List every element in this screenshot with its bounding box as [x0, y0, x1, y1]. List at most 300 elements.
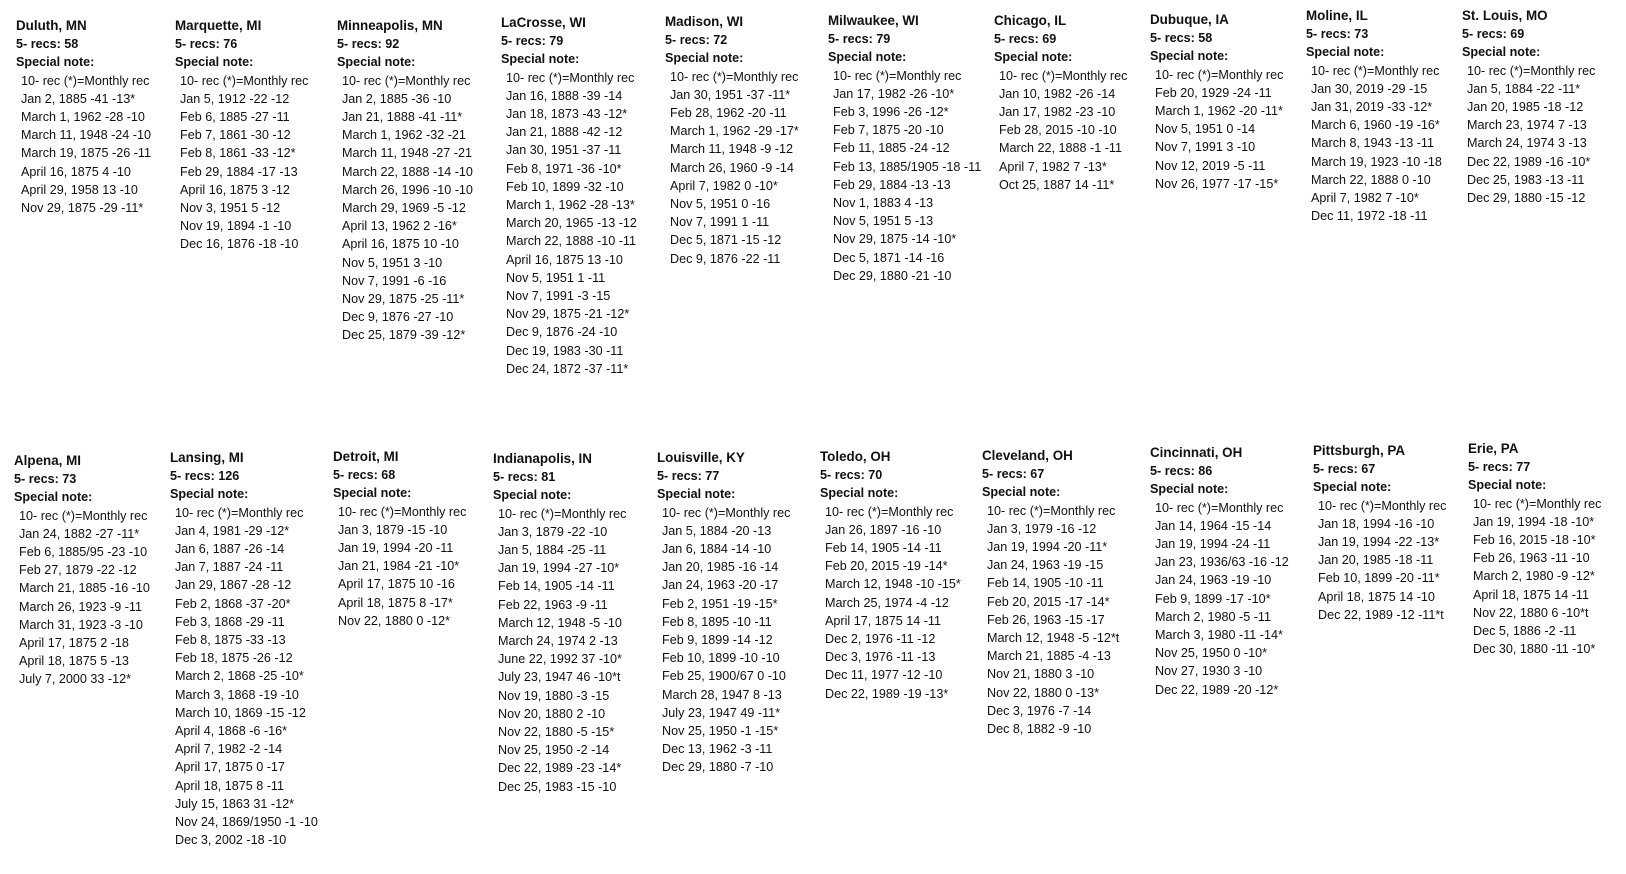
- record-entry: July 15, 1863 31 -12*: [175, 796, 295, 811]
- record-count: 5- recs: 69: [1462, 27, 1525, 42]
- record-entry: Jan 26, 1897 -16 -10: [825, 522, 942, 537]
- record-entry: Dec 2, 1976 -11 -12: [825, 632, 936, 647]
- record-entry: Jan 23, 1936/63 -16 -12: [1155, 555, 1289, 570]
- record-entry: Jan 19, 1994 -20 -11*: [987, 540, 1108, 555]
- record-entry: Feb 27, 1879 -22 -12: [19, 563, 137, 578]
- record-entry: Dec 22, 1989 -12 -11*t: [1318, 607, 1444, 622]
- record-entry: Dec 11, 1972 -18 -11: [1311, 209, 1428, 224]
- special-note-label: Special note:: [665, 51, 744, 66]
- record-entry: Dec 25, 1983 -13 -11: [1467, 172, 1585, 187]
- record-entry: Jan 24, 1963 -19 -15: [987, 558, 1104, 573]
- record-entry: March 31, 1923 -3 -10: [19, 617, 143, 632]
- record-entry: Jan 5, 1884 -20 -13: [662, 523, 772, 538]
- record-entry: Feb 26, 1963 -15 -17: [987, 612, 1105, 627]
- station-block: [337, 17, 473, 345]
- record-entry: Nov 20, 1880 2 -10: [498, 706, 606, 721]
- special-note-label: Special note:: [1150, 49, 1229, 64]
- record-list: [1311, 62, 1442, 226]
- record-entry: March 1, 1962 -20 -11*: [1155, 104, 1283, 119]
- record-entry: Feb 9, 1899 -14 -12: [662, 633, 773, 648]
- record-entry: Jan 19, 1994 -20 -11: [338, 541, 454, 556]
- record-count: 5- recs: 68: [333, 468, 396, 483]
- special-note-label: Special note:: [1313, 480, 1392, 495]
- record-entry: Jan 24, 1963 -19 -10: [1155, 573, 1272, 588]
- record-entry: March 22, 1888 -10 -11: [506, 234, 636, 249]
- record-entry: March 3, 1980 -11 -14*: [1155, 628, 1283, 643]
- record-entry: Nov 19, 1894 -1 -10: [180, 219, 292, 234]
- record-entry: Dec 3, 2002 -18 -10: [175, 833, 287, 848]
- station-title: Louisville, KY: [657, 450, 745, 465]
- record-entry: Jan 30, 1951 -37 -11: [506, 143, 622, 158]
- record-entry: Jan 29, 1867 -28 -12: [175, 578, 292, 593]
- record-entry: March 22, 1888 -1 -11: [999, 141, 1122, 156]
- record-list: [1473, 495, 1601, 659]
- record-entry: Dec 25, 1879 -39 -12*: [342, 328, 466, 343]
- record-entry: April 18, 1875 14 -11: [1473, 587, 1589, 602]
- record-entry: Jan 2, 1885 -41 -13*: [21, 91, 136, 106]
- record-entry: March 12, 1948 -10 -15*: [825, 577, 961, 592]
- record-list-header: 10- rec (*)=Monthly rec: [825, 504, 954, 519]
- record-entry: Jan 19, 1994 -22 -13*: [1318, 535, 1440, 550]
- record-entry: Feb 14, 1905 -14 -11: [498, 579, 615, 594]
- station-title: Moline, IL: [1306, 8, 1368, 23]
- record-entry: Nov 5, 1951 3 -10: [342, 255, 443, 270]
- record-entry: April 18, 1875 8 -11: [175, 778, 284, 793]
- record-entry: Nov 7, 1991 3 -10: [1155, 140, 1256, 155]
- special-note-label: Special note:: [1462, 45, 1541, 60]
- record-entry: Dec 22, 1989 -19 -13*: [825, 686, 949, 701]
- record-count: 5- recs: 77: [657, 469, 720, 484]
- record-count: 5- recs: 92: [337, 37, 400, 52]
- special-note-label: Special note:: [657, 487, 736, 502]
- record-entry: Jan 21, 1888 -42 -12: [506, 125, 623, 140]
- record-entry: March 24, 1974 2 -13: [498, 634, 618, 649]
- record-entry: Jan 20, 1985 -18 -12: [1467, 100, 1584, 115]
- record-count: 5- recs: 79: [501, 34, 564, 49]
- record-entry: March 19, 1875 -26 -11: [21, 146, 151, 161]
- record-entry: Feb 3, 1868 -29 -11: [175, 614, 285, 629]
- record-entry: Feb 28, 1962 -20 -11: [670, 106, 787, 121]
- record-list-header: 10- rec (*)=Monthly rec: [180, 73, 309, 88]
- record-entry: Jan 17, 1982 -23 -10: [999, 105, 1116, 120]
- record-entry: Dec 30, 1880 -11 -10*: [1473, 642, 1596, 657]
- record-entry: Jan 20, 1985 -18 -11: [1318, 553, 1434, 568]
- special-note-label: Special note:: [170, 487, 249, 502]
- record-entry: Feb 26, 1963 -11 -10: [1473, 551, 1590, 566]
- record-entry: Nov 29, 1875 -21 -12*: [506, 307, 630, 322]
- record-entry: Jan 6, 1884 -14 -10: [662, 542, 772, 557]
- record-entry: Feb 29, 1884 -13 -13: [833, 177, 951, 192]
- record-entry: Jan 2, 1885 -36 -10: [342, 91, 452, 106]
- special-note-label: Special note:: [820, 486, 899, 501]
- record-entry: July 23, 1947 49 -11*: [662, 705, 781, 720]
- record-entry: March 26, 1960 -9 -14: [670, 160, 794, 175]
- record-entry: March 23, 1974 7 -13: [1467, 118, 1587, 133]
- record-entry: April 7, 1982 0 -10*: [670, 178, 778, 193]
- special-note-label: Special note:: [994, 50, 1073, 65]
- station-title: Erie, PA: [1468, 441, 1519, 456]
- record-entry: Feb 14, 1905 -10 -11: [987, 576, 1104, 591]
- record-entry: Feb 7, 1875 -20 -10: [833, 123, 944, 138]
- station-title: Cleveland, OH: [982, 448, 1073, 463]
- record-entry: Nov 29, 1875 -25 -11*: [342, 292, 465, 307]
- special-note-label: Special note:: [175, 55, 254, 70]
- record-entry: Feb 8, 1875 -33 -13: [175, 633, 286, 648]
- record-entry: April 16, 1875 4 -10: [21, 164, 131, 179]
- record-entry: Nov 1, 1883 4 -13: [833, 196, 934, 211]
- record-entry: March 2, 1868 -25 -10*: [175, 669, 304, 684]
- record-entry: Jan 18, 1994 -16 -10: [1318, 516, 1435, 531]
- station-block: [1462, 7, 1595, 207]
- record-entry: April 17, 1875 0 -17: [175, 760, 285, 775]
- record-entry: April 18, 1875 14 -10: [1318, 589, 1435, 604]
- record-entry: Jan 24, 1882 -27 -11*: [19, 526, 140, 541]
- record-entry: March 26, 1996 -10 -10: [342, 182, 473, 197]
- record-list: [1155, 499, 1289, 699]
- record-entry: Feb 9, 1899 -17 -10*: [1155, 591, 1271, 606]
- record-entry: April 17, 1875 10 -16: [338, 577, 455, 592]
- record-entry: Nov 29, 1875 -29 -11*: [21, 201, 144, 216]
- record-entry: Jan 3, 1879 -22 -10: [498, 524, 608, 539]
- station-block: [175, 17, 308, 254]
- record-count: 5- recs: 77: [1468, 460, 1531, 475]
- record-entry: Feb 8, 1971 -36 -10*: [506, 161, 622, 176]
- record-entry: March 1, 1962 -29 -17*: [670, 124, 799, 139]
- record-entry: Jan 17, 1982 -26 -10*: [833, 86, 955, 101]
- record-entry: Nov 24, 1869/1950 -1 -10: [175, 815, 318, 830]
- record-entry: March 12, 1948 -5 -12*t: [987, 631, 1120, 646]
- record-list: [670, 68, 799, 268]
- record-list: [19, 507, 150, 689]
- record-list: [987, 502, 1119, 739]
- station-title: Lansing, MI: [170, 450, 244, 465]
- record-entry: Dec 22, 1989 -23 -14*: [498, 761, 622, 776]
- record-entry: Feb 10, 1899 -32 -10: [506, 179, 624, 194]
- record-entry: Nov 19, 1880 -3 -15: [498, 688, 610, 703]
- record-list: [1467, 62, 1595, 208]
- station-block: [501, 14, 637, 378]
- record-entry: March 12, 1948 -5 -10: [498, 615, 622, 630]
- record-entry: March 1, 1962 -28 -10: [21, 110, 145, 125]
- record-entry: March 8, 1943 -13 -11: [1311, 136, 1434, 151]
- station-title: Indianapolis, IN: [493, 451, 592, 466]
- record-entry: Jan 30, 1951 -37 -11*: [670, 87, 791, 102]
- station-title: Milwaukee, WI: [828, 13, 919, 28]
- record-list-header: 10- rec (*)=Monthly rec: [670, 69, 799, 84]
- record-entry: April 18, 1875 5 -13: [19, 654, 129, 669]
- record-entry: April 18, 1875 8 -17*: [338, 595, 453, 610]
- record-entry: Jan 18, 1873 -43 -12*: [506, 107, 628, 122]
- record-entry: Jan 30, 2019 -29 -15: [1311, 81, 1428, 96]
- station-block: [1150, 11, 1283, 193]
- special-note-label: Special note:: [982, 485, 1061, 500]
- station-title: Madison, WI: [665, 14, 744, 29]
- record-entry: April 16, 1875 10 -10: [342, 237, 459, 252]
- record-entry: Nov 5, 1951 0 -16: [670, 197, 771, 212]
- record-entry: Nov 25, 1950 0 -10*: [1155, 646, 1268, 661]
- station-block: [1306, 7, 1442, 225]
- special-note-label: Special note:: [1306, 45, 1385, 60]
- station-block: [1150, 444, 1289, 699]
- record-entry: Dec 19, 1983 -30 -11: [506, 343, 624, 358]
- record-entry: March 29, 1969 -5 -12: [342, 201, 466, 216]
- station-block: [828, 12, 981, 285]
- record-entry: Dec 22, 1989 -16 -10*: [1467, 154, 1591, 169]
- record-list-header: 10- rec (*)=Monthly rec: [1311, 63, 1440, 78]
- record-count: 5- recs: 58: [16, 37, 79, 52]
- record-entry: Jan 3, 1979 -16 -12: [987, 521, 1097, 536]
- record-entry: Oct 25, 1887 14 -11*: [999, 177, 1115, 192]
- record-list-header: 10- rec (*)=Monthly rec: [1155, 67, 1284, 82]
- record-entry: March 28, 1947 8 -13: [662, 687, 782, 702]
- record-entry: Nov 22, 1880 0 -12*: [338, 613, 451, 628]
- record-entry: Dec 16, 1876 -18 -10: [180, 237, 299, 252]
- record-list: [342, 72, 473, 345]
- record-entry: Dec 11, 1977 -12 -10: [825, 668, 943, 683]
- record-list-header: 10- rec (*)=Monthly rec: [175, 505, 304, 520]
- record-count: 5- recs: 67: [982, 467, 1045, 482]
- record-list-header: 10- rec (*)=Monthly rec: [506, 70, 635, 85]
- record-list: [999, 67, 1127, 194]
- record-entry: Dec 13, 1962 -3 -11: [662, 742, 773, 757]
- record-entry: Feb 22, 1963 -9 -11: [498, 597, 608, 612]
- record-entry: March 1, 1962 -32 -21: [342, 128, 466, 143]
- record-entry: Dec 9, 1876 -22 -11: [670, 251, 781, 266]
- record-entry: April 13, 1962 2 -16*: [342, 219, 457, 234]
- station-block: [820, 448, 961, 703]
- station-block: [657, 449, 790, 777]
- record-list: [1318, 497, 1446, 624]
- record-list: [825, 503, 961, 703]
- record-entry: Dec 5, 1871 -15 -12: [670, 233, 782, 248]
- record-entry: Nov 7, 1991 -6 -16: [342, 273, 447, 288]
- special-note-label: Special note:: [337, 55, 416, 70]
- record-entry: Nov 22, 1880 -5 -15*: [498, 725, 615, 740]
- record-entry: Feb 8, 1861 -33 -12*: [180, 146, 296, 161]
- record-entry: Jan 16, 1888 -39 -14: [506, 88, 623, 103]
- record-entry: March 3, 1868 -19 -10: [175, 687, 299, 702]
- station-block: [14, 452, 150, 689]
- station-title: Minneapolis, MN: [337, 18, 443, 33]
- record-entry: Dec 29, 1880 -7 -10: [662, 760, 774, 775]
- record-entry: Jan 5, 1884 -22 -11*: [1467, 81, 1581, 96]
- record-count: 5- recs: 58: [1150, 31, 1213, 46]
- special-note-label: Special note:: [14, 490, 93, 505]
- record-list-header: 10- rec (*)=Monthly rec: [21, 73, 150, 88]
- station-title: LaCrosse, WI: [501, 15, 586, 30]
- record-entry: Jan 21, 1984 -21 -10*: [338, 559, 460, 574]
- station-title: Cincinnati, OH: [1150, 445, 1243, 460]
- record-list: [833, 67, 981, 285]
- record-entry: March 25, 1974 -4 -12: [825, 595, 949, 610]
- record-entry: March 11, 1948 -24 -10: [21, 128, 151, 143]
- record-entry: Nov 7, 1991 -3 -15: [506, 289, 611, 304]
- record-entry: Nov 25, 1950 -2 -14: [498, 743, 610, 758]
- station-title: Detroit, MI: [333, 449, 399, 464]
- record-entry: April 16, 1875 13 -10: [506, 252, 623, 267]
- record-entry: Jan 14, 1964 -15 -14: [1155, 518, 1272, 533]
- record-count: 5- recs: 79: [828, 32, 891, 47]
- record-entry: Nov 7, 1991 1 -11: [670, 215, 770, 230]
- record-entry: Dec 29, 1880 -21 -10: [833, 268, 952, 283]
- record-entry: Nov 22, 1880 0 -13*: [987, 685, 1100, 700]
- station-title: Chicago, IL: [994, 13, 1067, 28]
- record-entry: March 2, 1980 -5 -11: [1155, 609, 1271, 624]
- record-entry: Nov 25, 1950 -1 -15*: [662, 724, 779, 739]
- record-entry: Feb 3, 1996 -26 -12*: [833, 105, 949, 120]
- record-entry: Feb 20, 1929 -24 -11: [1155, 85, 1272, 100]
- record-entry: March 22, 1888 -14 -10: [342, 164, 473, 179]
- record-entry: Nov 21, 1880 3 -10: [987, 667, 1095, 682]
- record-entry: Dec 9, 1876 -27 -10: [342, 310, 454, 325]
- record-entry: Nov 27, 1930 3 -10: [1155, 664, 1263, 679]
- record-count: 5- recs: 73: [14, 472, 77, 487]
- record-entry: Dec 3, 1976 -7 -14: [987, 703, 1092, 718]
- record-entry: Jan 5, 1912 -22 -12: [180, 91, 290, 106]
- record-entry: July 23, 1947 46 -10*t: [498, 670, 621, 685]
- record-entry: Jan 10, 1982 -26 -14: [999, 86, 1116, 101]
- record-list: [338, 503, 466, 630]
- record-entry: March 21, 1885 -4 -13: [987, 649, 1111, 664]
- record-entry: Nov 26, 1977 -17 -15*: [1155, 176, 1279, 191]
- record-entry: April 16, 1875 3 -12: [180, 182, 290, 197]
- record-list-header: 10- rec (*)=Monthly rec: [1473, 496, 1602, 511]
- record-entry: Feb 14, 1905 -14 -11: [825, 541, 942, 556]
- special-note-label: Special note:: [493, 488, 572, 503]
- record-entry: Feb 7, 1861 -30 -12: [180, 128, 291, 143]
- record-list: [498, 505, 626, 796]
- station-block: [16, 17, 151, 217]
- record-entry: March 20, 1965 -13 -12: [506, 216, 637, 231]
- record-entry: Jan 31, 2019 -33 -12*: [1311, 100, 1433, 115]
- station-block: [1468, 440, 1601, 658]
- record-entry: July 7, 2000 33 -12*: [19, 672, 132, 687]
- record-entry: Nov 22, 1880 6 -10*t: [1473, 605, 1589, 620]
- record-entry: March 22, 1888 0 -10: [1311, 172, 1431, 187]
- station-block: [982, 447, 1119, 738]
- record-list-header: 10- rec (*)=Monthly rec: [498, 506, 627, 521]
- special-note-label: Special note:: [828, 50, 907, 65]
- record-count: 5- recs: 86: [1150, 464, 1213, 479]
- record-entry: Nov 5, 1951 5 -13: [833, 214, 934, 229]
- record-count: 5- recs: 81: [493, 470, 556, 485]
- record-count: 5- recs: 76: [175, 37, 238, 52]
- station-block: [665, 13, 799, 268]
- station-title: Duluth, MN: [16, 18, 87, 33]
- record-entry: Dec 9, 1876 -24 -10: [506, 325, 618, 340]
- record-entry: Feb 18, 1875 -26 -12: [175, 651, 293, 666]
- record-entry: Feb 29, 1884 -17 -13: [180, 164, 298, 179]
- record-entry: Jan 19, 1994 -27 -10*: [498, 561, 620, 576]
- record-entry: April 29, 1958 13 -10: [21, 182, 138, 197]
- record-entry: Feb 10, 1899 -10 -10: [662, 651, 780, 666]
- record-entry: Dec 8, 1882 -9 -10: [987, 722, 1092, 737]
- special-note-label: Special note:: [16, 55, 95, 70]
- record-entry: Feb 6, 1885 -27 -11: [180, 110, 290, 125]
- record-entry: March 6, 1960 -19 -16*: [1311, 118, 1440, 133]
- record-entry: April 17, 1875 14 -11: [825, 613, 941, 628]
- record-entry: Feb 25, 1900/67 0 -10: [662, 669, 786, 684]
- record-list-header: 10- rec (*)=Monthly rec: [999, 68, 1128, 83]
- record-entry: Feb 20, 2015 -19 -14*: [825, 559, 948, 574]
- record-entry: Nov 12, 2019 -5 -11: [1155, 158, 1266, 173]
- record-list: [175, 504, 318, 850]
- record-list: [1155, 66, 1283, 193]
- record-entry: Jan 20, 1985 -16 -14: [662, 560, 779, 575]
- record-entry: March 11, 1948 -27 -21: [342, 146, 472, 161]
- record-entry: Dec 5, 1871 -14 -16: [833, 250, 945, 265]
- record-entry: March 2, 1980 -9 -12*: [1473, 569, 1595, 584]
- record-count: 5- recs: 126: [170, 469, 240, 484]
- record-entry: Dec 3, 1976 -11 -13: [825, 650, 936, 665]
- record-entry: April 7, 1982 7 -13*: [999, 159, 1107, 174]
- record-list-header: 10- rec (*)=Monthly rec: [338, 504, 467, 519]
- record-entry: Dec 25, 1983 -15 -10: [498, 779, 617, 794]
- record-entry: Jan 19, 1994 -24 -11: [1155, 537, 1271, 552]
- record-entry: Jan 19, 1994 -18 -10*: [1473, 514, 1595, 529]
- record-entry: Jan 21, 1888 -41 -11*: [342, 110, 463, 125]
- record-list-header: 10- rec (*)=Monthly rec: [1467, 63, 1596, 78]
- record-count: 5- recs: 67: [1313, 462, 1376, 477]
- record-list-header: 10- rec (*)=Monthly rec: [1318, 498, 1447, 513]
- record-entry: Feb 10, 1899 -20 -11*: [1318, 571, 1440, 586]
- record-entry: Feb 2, 1868 -37 -20*: [175, 596, 291, 611]
- special-note-label: Special note:: [333, 486, 412, 501]
- record-list: [21, 72, 151, 218]
- record-entry: Feb 16, 2015 -18 -10*: [1473, 533, 1596, 548]
- record-entry: Dec 5, 1886 -2 -11: [1473, 624, 1577, 639]
- special-note-label: Special note:: [1150, 482, 1229, 497]
- record-entry: March 19, 1923 -10 -18: [1311, 154, 1442, 169]
- record-entry: Nov 29, 1875 -14 -10*: [833, 232, 957, 247]
- record-entry: Jan 24, 1963 -20 -17: [662, 578, 779, 593]
- record-entry: March 10, 1869 -15 -12: [175, 705, 306, 720]
- special-note-label: Special note:: [1468, 478, 1547, 493]
- record-list: [662, 504, 790, 777]
- station-block: [493, 450, 626, 796]
- record-list: [180, 72, 308, 254]
- record-entry: Jan 3, 1879 -15 -10: [338, 522, 448, 537]
- record-list-header: 10- rec (*)=Monthly rec: [662, 505, 791, 520]
- record-list-header: 10- rec (*)=Monthly rec: [19, 508, 148, 523]
- record-entry: Feb 28, 2015 -10 -10: [999, 123, 1117, 138]
- record-entry: Feb 11, 1885 -24 -12: [833, 141, 950, 156]
- record-entry: March 21, 1885 -16 -10: [19, 581, 150, 596]
- record-list-header: 10- rec (*)=Monthly rec: [987, 503, 1116, 518]
- station-title: Pittsburgh, PA: [1313, 443, 1405, 458]
- record-entry: April 4, 1868 -6 -16*: [175, 724, 288, 739]
- station-block: [333, 448, 466, 630]
- station-title: Toledo, OH: [820, 449, 891, 464]
- record-entry: Feb 6, 1885/95 -23 -10: [19, 545, 148, 560]
- record-entry: Nov 5, 1951 1 -11: [506, 270, 606, 285]
- record-entry: March 11, 1948 -9 -12: [670, 142, 793, 157]
- record-entry: March 26, 1923 -9 -11: [19, 599, 142, 614]
- record-entry: Dec 24, 1872 -37 -11*: [506, 361, 629, 376]
- record-entry: Feb 20, 2015 -17 -14*: [987, 594, 1110, 609]
- record-entry: June 22, 1992 37 -10*: [498, 652, 622, 667]
- record-list: [506, 69, 637, 378]
- record-list-header: 10- rec (*)=Monthly rec: [833, 68, 962, 83]
- record-entry: Jan 7, 1887 -24 -11: [175, 560, 284, 575]
- record-entry: April 7, 1982 -2 -14: [175, 742, 283, 757]
- station-block: [1313, 442, 1446, 624]
- record-count: 5- recs: 72: [665, 33, 728, 48]
- record-entry: Feb 13, 1885/1905 -18 -11: [833, 159, 982, 174]
- record-entry: March 1, 1962 -28 -13*: [506, 198, 635, 213]
- record-entry: April 17, 1875 2 -18: [19, 636, 129, 651]
- station-title: Marquette, MI: [175, 18, 262, 33]
